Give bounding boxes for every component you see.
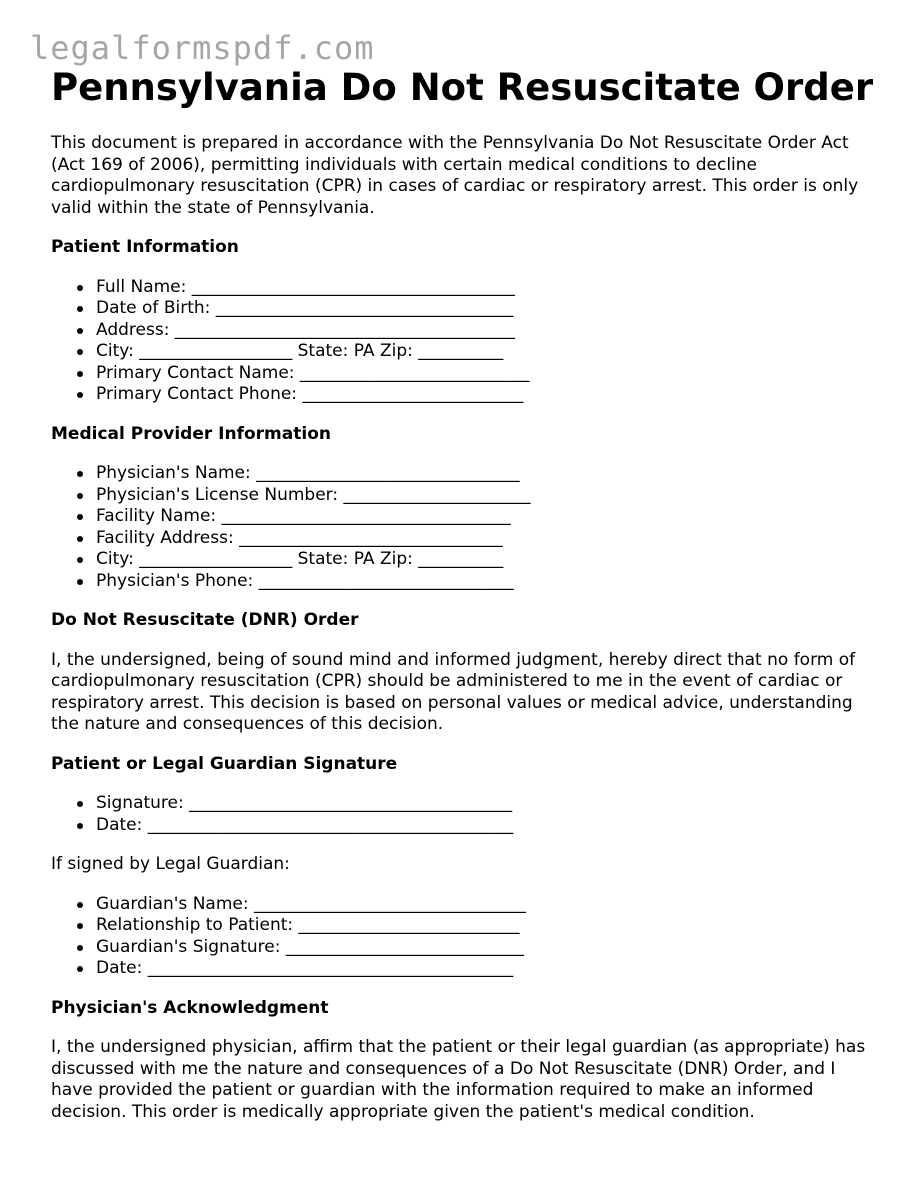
facility-address-field: Facility Address: _______________________________ (96, 528, 881, 550)
watermark-logo: legalformspdf.com (30, 29, 375, 67)
signature-date-field: Date: ___________________________________________ (96, 815, 881, 837)
full-name-field: Full Name: ______________________________________ (96, 277, 881, 299)
signature-list (51, 793, 881, 836)
physician-license-field: Physician's License Number: ______________________ (96, 485, 881, 507)
date-of-birth-field: Date of Birth: ___________________________________ (96, 298, 881, 320)
facility-name-field: Facility Name: __________________________________ (96, 506, 881, 528)
page-title: Pennsylvania Do Not Resuscitate Order (51, 66, 874, 109)
guardian-signature-field: Guardian's Signature: ____________________________ (96, 937, 881, 959)
provider-info-heading: Medical Provider Information (51, 423, 331, 444)
dnr-order-heading: Do Not Resuscitate (DNR) Order (51, 610, 359, 630)
guardian-note: If signed by Legal Guardian: (51, 854, 290, 874)
guardian-date-field: Date: ___________________________________________ (96, 958, 881, 980)
signature-field: Signature: ______________________________________ (96, 793, 881, 815)
signature-heading: Patient or Legal Guardian Signature (51, 753, 398, 774)
physician-phone-field: Physician's Phone: ______________________________ (96, 571, 881, 593)
dnr-order-text: I, the undersigned, being of sound mind and informed judgment, hereby direct that no form of cardiopulmonary resuscitation (CPR) should be administered to me in the event of cardiac or respiratory arrest. This decision is based on personal values or medical advice, understanding the nature and consequences of this decision. (51, 649, 856, 734)
acknowledgment-heading: Physician's Acknowledgment (51, 997, 329, 1018)
patient-info-list (51, 277, 881, 406)
relationship-field: Relationship to Patient: __________________________ (96, 915, 881, 937)
guardian-name-field: Guardian's Name: ________________________________ (96, 894, 881, 916)
acknowledgment-text: I, the undersigned physician, affirm that the patient or their legal guardian (as appropriate) has discussed with me the nature and consequences of a Do Not Resuscitate (DNR) Order, and I have provided the patient or guardian with the information required to make an informed decision. This order is medically appropriate given the patient's medical condition. (51, 1037, 866, 1122)
primary-contact-phone-field: Primary Contact Phone: __________________________ (96, 384, 881, 406)
document-body (51, 66, 881, 1123)
guardian-list (51, 894, 881, 980)
address-field: Address: ________________________________________ (96, 320, 881, 342)
provider-city-state-zip-field: City: __________________ State: PA Zip: __________ (96, 549, 881, 571)
primary-contact-name-field: Primary Contact Name: ___________________________ (96, 363, 881, 385)
city-state-zip-field: City: __________________ State: PA Zip: __________ (96, 341, 881, 363)
patient-info-heading: Patient Information (51, 237, 239, 257)
physician-name-field: Physician's Name: _______________________________ (96, 463, 881, 485)
provider-info-list (51, 463, 881, 592)
intro-paragraph: This document is prepared in accordance with the Pennsylvania Do Not Resuscitate Order Act (Act 169 of 2006), permitting individuals with certain medical conditions to decline cardiopulmonary resuscitation (CPR) in cases of cardiac or respiratory arrest. This order is only valid within the state of Pennsylvania. (51, 133, 859, 218)
